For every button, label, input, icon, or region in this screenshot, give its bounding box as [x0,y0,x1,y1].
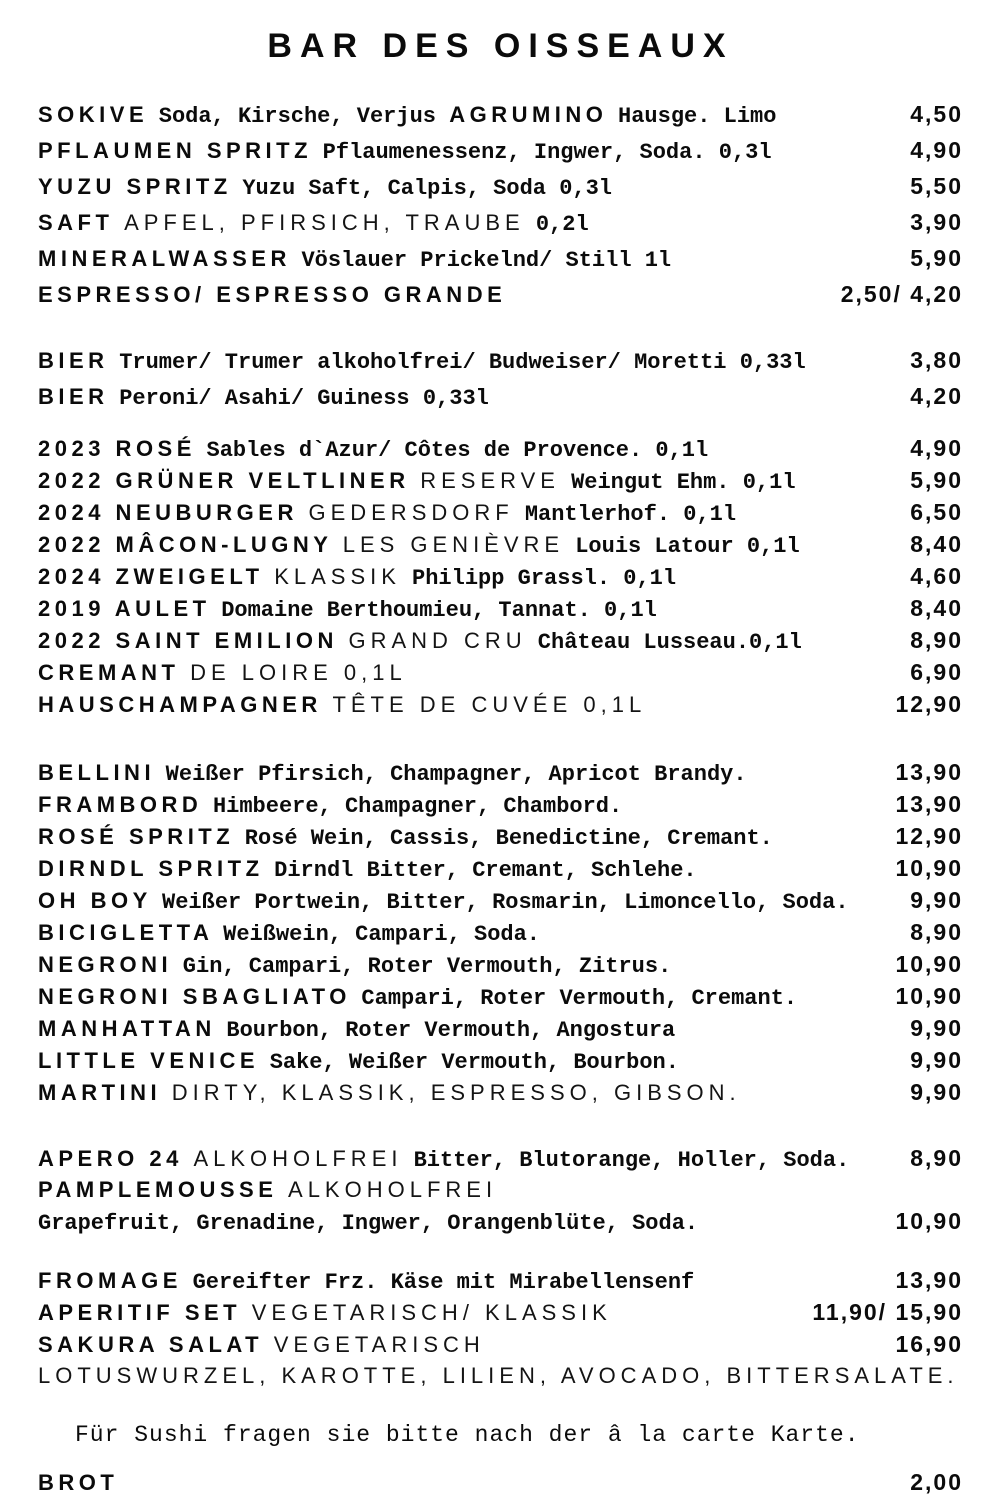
menu-row [38,822,963,854]
menu-row [38,918,963,950]
menu-item-price: 4,20 [910,383,963,409]
menu-item-price: 9,90 [910,887,963,913]
menu-item-segment-mono: Gin, Campari, Roter Vermouth, Zitrus. [182,954,672,979]
menu-item-text [38,562,676,594]
menu-row [38,134,963,170]
menu-item-segment-caps: DE LOIRE 0,1L [190,660,407,685]
menu-item-segment-name: BIER [38,384,120,409]
menu-item-price: 9,90 [910,1079,963,1105]
menu-item-text [38,466,796,498]
menu-item-segment-caps: GEDERSDORF [308,500,525,525]
menu-item-segment-mono: Bitter, Blutorange, Holler, Soda. [413,1148,850,1173]
menu-section [38,1144,963,1239]
menu-item-segment-name: MANHATTAN [38,1016,227,1041]
menu-item-text [38,1331,485,1362]
menu-row [38,886,963,918]
menu-item-segment-caps: VEGETARISCH [273,1332,485,1357]
menu-item-segment-mono: Trumer/ Trumer alkoholfrei/ Budweiser/ Moretti 0,33l [119,350,806,375]
menu-item-segment-name: MINERALWASSER [38,246,302,271]
menu-item-price: 2,00 [910,1469,963,1495]
menu-item-segment-mono: Philipp Grassl. 0,1l [412,566,677,591]
menu-item-segment-mono: Dirndl Bitter, Cremant, Schlehe. [274,858,697,883]
menu-item-price: 12,90 [895,691,963,717]
menu-row [38,1330,963,1362]
menu-item-segment-name: FROMAGE [38,1268,193,1293]
menu-item-segment-name: YUZU SPRITZ [38,174,243,199]
menu-item-text [38,1362,959,1393]
menu-row [38,278,963,314]
menu-item-price: 8,90 [910,1145,963,1171]
menu-row [38,562,963,594]
menu-item-price: 5,50 [910,173,963,199]
menu-row [38,1176,963,1207]
menu-item-segment-name: BELLINI [38,760,166,785]
menu-item-text [38,1210,698,1239]
menu-item-segment-caps: ALKOHOLFREI [288,1177,498,1202]
menu-item-segment-mono: Peroni/ Asahi/ Guiness 0,33l [119,386,489,411]
menu-item-segment-name: SAKURA SALAT [38,1332,274,1357]
menu-row [38,658,963,690]
menu-item-segment-caps: ALKOHOLFREI [193,1146,414,1171]
menu-row [38,982,963,1014]
menu-item-price: 12,90 [895,823,963,849]
menu-item-segment-mono: Weingut Ehm. 0,1l [571,470,796,495]
menu-item-text [38,658,407,690]
menu-item-segment-mono: Louis Latour 0,1l [575,534,800,559]
menu-item-segment-caps: TÊTE DE CUVÉE 0,1L [332,692,647,717]
menu-row [38,1362,963,1393]
menu-row [38,626,963,658]
menu-row [38,1421,963,1451]
menu-item-price: 4,90 [910,137,963,163]
menu-item-segment-mono: Sables d`Azur/ Côtes de Provence. 0,1l [206,438,709,463]
menu-item-price: 3,80 [910,347,963,373]
menu-section [38,344,963,416]
menu-row [38,758,963,790]
menu-item-segment-name: LITTLE VENICE [38,1048,270,1073]
menu-item-segment-caps: VEGETARISCH/ KLASSIK [251,1300,612,1325]
menu-row [38,466,963,498]
menu-item-price: 5,90 [910,245,963,271]
menu-item-text [38,206,589,242]
menu-item-price: 4,60 [910,563,963,589]
menu-item-segment-note: Für Sushi fragen sie bitte nach der â la carte Karte. [75,1422,860,1448]
menu-item-segment-mono: Rosé Wein, Cassis, Benedictine, Cremant. [244,826,773,851]
menu-item-segment-mono: Domaine Berthoumieu, Tannat. 0,1l [221,598,657,623]
menu-item-price: 13,90 [895,759,963,785]
menu-item-price: 3,90 [910,209,963,235]
menu-row [38,790,963,822]
menu-item-segment-caps: GRAND CRU [348,628,538,653]
menu-item-segment-mono: Gereifter Frz. Käse mit Mirabellensenf [192,1270,695,1295]
menu-item-segment-mono: 0,2l [535,212,589,237]
menu-item-segment-mono: Weißer Portwein, Bitter, Rosmarin, Limoncello, Soda. [162,890,849,915]
menu-item-text [38,951,671,982]
menu-item-text [38,1047,679,1078]
menu-item-segment-caps: KLASSIK [274,564,413,589]
menu-row [38,1298,963,1330]
menu-row [38,98,963,134]
menu-item-price: 10,90 [895,855,963,881]
menu-item-price: 9,90 [910,1047,963,1073]
menu-item-segment-name: HAUSCHAMPAGNER [38,692,333,717]
menu-item-text [38,1469,118,1500]
menu-item-segment-name: CREMANT [38,660,191,685]
menu-item-segment-caps: RESERVE [420,468,572,493]
menu-row [38,498,963,530]
menu-item-segment-mono: Himbeere, Champagner, Chambord. [212,794,623,819]
menu-item-text [38,1079,741,1110]
menu-item-text [38,381,489,416]
menu-item-segment-mono: Grapefruit, Grenadine, Ingwer, Orangenblüte, Soda. [38,1211,699,1236]
menu-item-price: 16,90 [895,1331,963,1357]
menu-item-segment-name: 2022 SAINT EMILION [38,628,349,653]
menu-section [38,98,963,314]
menu-row [38,530,963,562]
menu-section [38,434,963,722]
menu-item-segment-name: ROSÉ SPRITZ [38,824,245,849]
menu-item-text [38,626,802,658]
menu-item-segment-name: BIER [38,348,120,373]
menu-item-segment-mono: Campari, Roter Vermouth, Cremant. [361,986,798,1011]
menu-item-text [38,983,797,1014]
menu-item-segment-name: APERITIF SET [38,1300,252,1325]
menu-item-segment-name: DIRNDL SPRITZ [38,856,275,881]
menu-item-text [38,1145,849,1176]
menu-item-price: 4,50 [910,101,963,127]
menu-row [38,434,963,466]
menu-item-price: 5,90 [910,467,963,493]
menu-item-text [38,791,622,822]
menu-item-text [38,434,708,466]
menu-item-segment-name: PFLAUMEN SPRITZ [38,138,323,163]
menu-item-segment-name: NEGRONI SBAGLIATO [38,984,362,1009]
menu-section [38,1266,963,1393]
menu-item-text [38,823,773,854]
menu-item-price: 10,90 [895,1208,963,1234]
menu-item-segment-mono: Weißwein, Campari, Soda. [223,922,541,947]
menu-item-price: 8,40 [910,531,963,557]
menu-item-text [75,1421,860,1451]
menu-item-price: 8,90 [910,919,963,945]
menu-item-text [38,919,540,950]
menu-row [38,690,963,722]
menu-item-segment-name: AGRUMINO [449,102,619,127]
menu-item-segment-caps: LES GENIÈVRE [342,532,576,557]
menu-row [38,1014,963,1046]
menu-row [38,1207,963,1239]
menu-row [38,950,963,982]
menu-item-price: 9,90 [910,1015,963,1041]
menu-item-segment-mono: Vöslauer Prickelnd/ Still 1l [301,248,672,273]
menu-item-price: 11,90/ 15,90 [812,1299,963,1325]
menu-item-segment-name: SOKIVE [38,102,159,127]
menu-item-price: 8,90 [910,627,963,653]
menu-item-segment-mono: Sake, Weißer Vermouth, Bourbon. [269,1050,679,1075]
menu-item-text [38,759,747,790]
menu-row [38,242,963,278]
menu-item-segment-name: NEGRONI [38,952,183,977]
menu-section [38,1421,963,1451]
menu-item-text [38,594,657,626]
menu-item-text [38,1015,675,1046]
menu-item-segment-name: APERO 24 [38,1146,194,1171]
menu-item-text [38,278,506,314]
menu-item-text [38,345,806,380]
menu-item-text [38,530,800,562]
menu-item-segment-name: 2019 AULET [38,596,222,621]
menu-item-segment-name: 2022 MÂCON-LUGNY [38,532,343,557]
menu-item-text [38,887,849,918]
menu-row [38,1468,963,1500]
menu-item-price: 2,50/ 4,20 [840,281,963,307]
menu-item-segment-name: 2022 GRÜNER VELTLINER [38,468,421,493]
menu-item-segment-name: BROT [38,1470,119,1495]
menu-item-segment-name: FRAMBORD [38,792,213,817]
menu-item-text [38,134,772,170]
menu-item-segment-mono: Château Lusseau.0,1l [537,630,802,655]
menu-section [38,1468,963,1500]
menu-item-price: 13,90 [895,791,963,817]
menu-row [38,854,963,886]
menu-item-segment-name: BICIGLETTA [38,920,224,945]
menu-item-text [38,98,776,134]
menu-row [38,594,963,626]
menu-item-price: 6,90 [910,659,963,685]
menu-item-text [38,498,736,530]
menu-item-segment-name: 2024 ZWEIGELT [38,564,275,589]
page-title: BAR DES OISSEAUX [267,27,734,65]
menu-item-price: 6,50 [910,499,963,525]
menu-item-segment-mono: Soda, Kirsche, Verjus [158,104,450,129]
menu-item-text [38,1299,612,1330]
menu-row [38,170,963,206]
menu-item-text [38,170,612,206]
menu-item-segment-name: ESPRESSO/ ESPRESSO GRANDE [38,282,507,307]
menu-item-segment-name: 2023 ROSÉ [38,436,207,461]
menu-row [38,344,963,380]
menu-item-segment-mono: Mantlerhof. 0,1l [524,502,737,527]
menu-item-segment-mono: Pflaumenessenz, Ingwer, Soda. 0,3l [322,140,772,165]
menu-row [38,380,963,416]
menu-section [38,758,963,1110]
menu-item-segment-caps: DIRTY, KLASSIK, ESPRESSO, GIBSON. [171,1080,741,1105]
menu-item-segment-caps: LOTUSWURZEL, KAROTTE, LILIEN, AVOCADO, BITTERSALATE. [38,1363,959,1388]
menu-item-segment-caps: APFEL, PFIRSICH, TRAUBE [124,210,536,235]
menu-item-segment-name: OH BOY [38,888,163,913]
menu-row [38,1144,963,1176]
menu-row [38,206,963,242]
menu-item-segment-mono: Weißer Pfirsich, Champagner, Apricot Brandy. [165,762,747,787]
menu-item-text [38,242,671,278]
menu-item-price: 10,90 [895,983,963,1009]
menu-item-text [38,855,697,886]
menu-item-segment-name: PAMPLEMOUSSE [38,1177,289,1202]
menu-item-segment-mono: Bourbon, Roter Vermouth, Angostura [226,1018,676,1043]
menu-item-price: 10,90 [895,951,963,977]
menu-item-text [38,1176,497,1207]
menu-item-segment-name: MARTINI [38,1080,172,1105]
menu-row [38,1078,963,1110]
menu-item-price: 8,40 [910,595,963,621]
menu-sections [38,98,963,1500]
menu-row [38,1266,963,1298]
menu-item-segment-mono: Yuzu Saft, Calpis, Soda 0,3l [242,176,613,201]
menu-item-segment-name: 2024 NEUBURGER [38,500,309,525]
menu-item-segment-mono: Hausge. Limo [618,104,777,129]
menu-row [38,1046,963,1078]
menu-item-price: 13,90 [895,1267,963,1293]
menu-item-text [38,690,646,722]
menu-item-text [38,1267,694,1298]
menu-item-segment-name: SAFT [38,210,125,235]
menu-item-price: 4,90 [910,435,963,461]
